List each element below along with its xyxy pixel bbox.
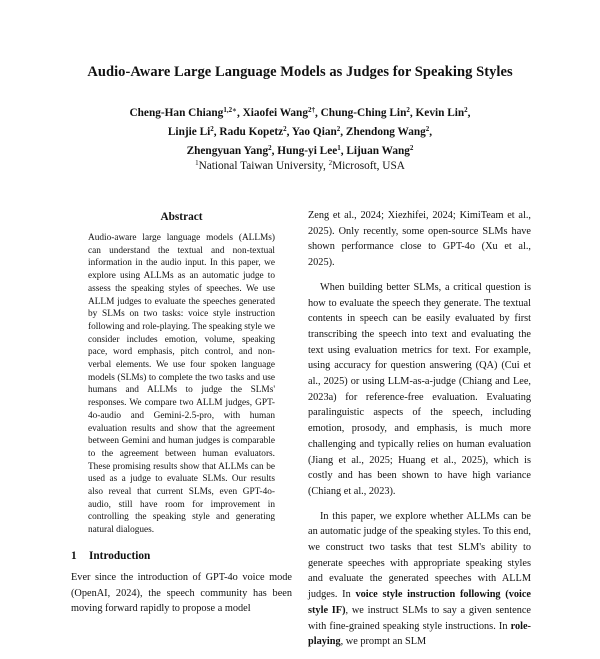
abstract-heading: Abstract [160, 211, 203, 223]
author: Chung-Ching Lin$^2$ [320, 106, 410, 119]
author: Hung-yi Lee$^1$ [277, 144, 341, 157]
right-column [308, 208, 531, 659]
introduction-heading: 1 Introduction [71, 549, 151, 562]
author: Zhengyuan Yang$^2$ [186, 144, 272, 157]
author: Radu Kopetz$^2$ [219, 125, 287, 138]
paragraph: When building better SLMs, a critical question is how to evaluate the speech they generate. The textual contents in speech can be easily evaluated by first transcribing the speech into text and evaluating the text using evaluation metrics for text. For example, using accuracy for question answering (QA) (Cui et al., 2025) or using LLM-as-a-judge (Chiang and Lee, 2023a) for reference-free evaluation. Evaluating paralinguistic aspects of the speech, including emotion, prosody, and emphasis, is much more challenging and typically relies on human evaluation (Jiang et al., 2025; Huang et al., 2025), which is costly and has been shown to have high variance (Chiang et al., 2023). [308, 281, 531, 497]
author: Xiaofei Wang$^{2\dagger}$ [242, 106, 315, 119]
author-list: Cheng-Han Chiang$^{1,2∗}$, Xiaofei Wang$^{2\dagger}$, Chung-Ching Lin$^2$, Kevin Lin$^2$, Linjie Li$^2$, Radu Kopetz$^2$, Yao Qian$^2$, Zhendong Wang$^2$, Zhengyuan Yang$^2$, Hung-yi Lee$^1$, Lijuan Wang$^2$ [129, 106, 471, 157]
paragraph: In this paper, we explore whether ALLMs can be an automatic judge of the speaking styles. To this end, we construct two tasks that test SLM's ability to generate speeches with appropriate speaking styles and evaluate the generated speeches with ALLM judges. In voice style instruction following (voice style IF), we instruct SLMs to say a given sentence with fine-grained speaking style instructions. In role-playing, we prompt an SLM [308, 510, 532, 648]
author: Cheng-Han Chiang$^{1,2∗}$ [129, 106, 237, 119]
author: Kevin Lin$^2$ [415, 106, 468, 119]
author: Linjie Li$^2$ [167, 125, 214, 138]
author: Lijuan Wang$^2$ [346, 144, 414, 157]
affiliations: $^1$National Taiwan University, $^2$Microsoft, USA [195, 159, 405, 172]
paper-title: Audio-Aware Large Language Models as Judges for Speaking Styles [87, 64, 513, 80]
abstract-text: Audio-aware large language models (ALLMs) can understand the textual and non-textual information in the audio input. In this paper, we explore using ALLMs as an automatic judge to assess the speaking styles of speeches. We use ALLM judges to evaluate the speeches generated by SLMs on two tasks: voice style instruction following and role-playing. The speaking style we consider includes emotion, volume, speaking pace, word emphasis, pitch control, and non-verbal elements. We use four spoken language models (SLMs) to complete the two tasks and use humans and ALLMs to judge the SLMs' responses. We compare two ALLM judges, GPT-4o-audio and Gemini-2.5-pro, with human evaluation results and show that the agreement between Gemini and human judges is comparable to the agreement between human evaluators. These promising results show that ALLMs can be used as a judge to evaluate SLMs. Our results also reveal that current SLMs, even GPT-4o-audio, still have room for improvement in controlling the speaking style and generating natural dialogues. [88, 233, 276, 536]
author: Zhendong Wang$^2$ [345, 125, 430, 138]
left-column [71, 211, 292, 617]
introduction-text: Ever since the introduction of GPT-4o voice mode (OpenAI, 2024), the speech community has been moving forward rapidly to propose a model [71, 571, 292, 615]
author: Yao Qian$^2$ [291, 125, 341, 138]
paragraph: Zeng et al., 2024; Xiezhifei, 2024; KimiTeam et al., 2025). Only recently, some open-source SLMs have shown performance close to GPT-4o (Xu et al., 2025). [308, 210, 531, 269]
